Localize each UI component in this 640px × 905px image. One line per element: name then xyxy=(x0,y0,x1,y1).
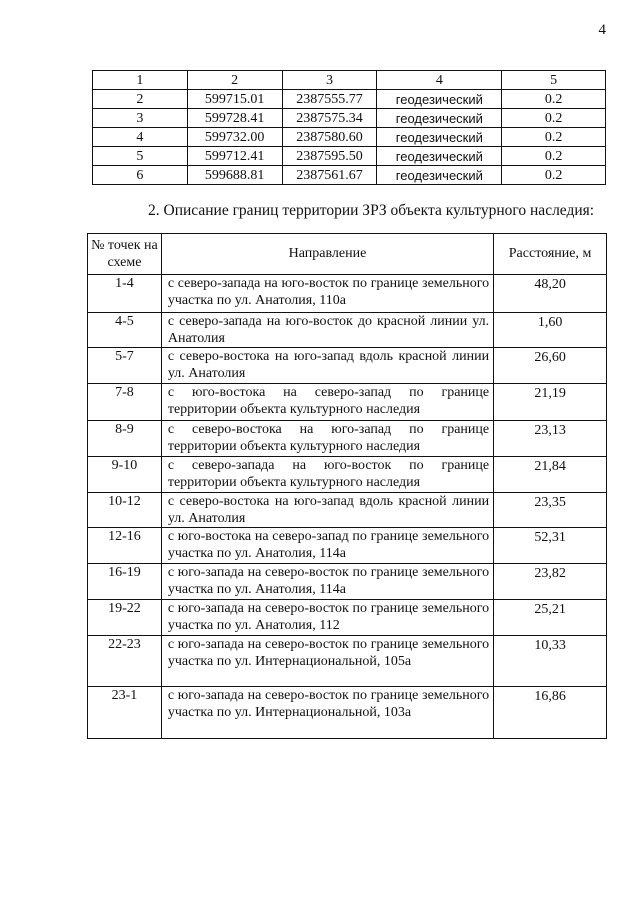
coords-cell: 0.2 xyxy=(502,147,606,166)
boundary-direction: с юго-запада на северо-восток по границе земельного участка по ул. Интернациональной, 103а xyxy=(161,687,493,739)
boundary-distance: 26,60 xyxy=(494,348,607,384)
boundary-points: 4-5 xyxy=(88,313,162,348)
coords-row xyxy=(93,128,606,147)
boundary-distance: 23,35 xyxy=(494,493,607,528)
boundary-row xyxy=(88,348,607,384)
boundary-points: 23-1 xyxy=(88,687,162,739)
boundary-distance: 21,84 xyxy=(494,457,607,493)
boundary-row xyxy=(88,528,607,564)
boundary-distance: 16,86 xyxy=(494,687,607,739)
boundary-distance: 1,60 xyxy=(494,313,607,348)
coords-cell: 3 xyxy=(93,109,188,128)
coords-cell: 2387580.60 xyxy=(282,128,377,147)
boundary-row xyxy=(88,493,607,528)
boundary-direction: с юго-запада на северо-восток по границе земельного участка по ул. Интернациональной, 105а xyxy=(161,636,493,687)
boundary-direction: с северо-запада на юго-восток по границе земельного участка по ул. Анатолия, 110а xyxy=(161,275,493,313)
coords-cell: 1 xyxy=(93,71,188,90)
coords-cell: 2387555.77 xyxy=(282,90,377,109)
section-title: 2. Описание границ территории ЗРЗ объекта культурного наследия: xyxy=(148,202,595,219)
page-number: 4 xyxy=(598,22,606,38)
coords-cell: 4 xyxy=(377,71,502,90)
coords-cell: 599715.01 xyxy=(187,90,282,109)
coords-cell: геодезический xyxy=(377,128,502,147)
boundary-points: 5-7 xyxy=(88,348,162,384)
header-direction: Направление xyxy=(161,234,493,275)
boundary-direction: с северо-запада на юго-восток до красной линии ул. Анатолия xyxy=(161,313,493,348)
header-points: № точек на схеме xyxy=(88,234,162,275)
boundary-header-row xyxy=(88,234,607,275)
boundary-distance: 23,82 xyxy=(494,564,607,600)
coords-cell: 5 xyxy=(502,71,606,90)
boundary-points: 9-10 xyxy=(88,457,162,493)
coords-cell: геодезический xyxy=(377,166,502,185)
coords-cell: 2387575.34 xyxy=(282,109,377,128)
boundary-direction: с северо-востока на юго-запад вдоль красной линии ул. Анатолия xyxy=(161,493,493,528)
boundary-points: 22-23 xyxy=(88,636,162,687)
boundary-direction: с юго-востока на северо-запад по границе земельного участка по ул. Анатолия, 114а xyxy=(161,528,493,564)
boundary-distance: 52,31 xyxy=(494,528,607,564)
boundary-row xyxy=(88,384,607,421)
coords-cell: 599688.81 xyxy=(187,166,282,185)
boundary-distance: 23,13 xyxy=(494,421,607,457)
boundary-table xyxy=(87,233,607,739)
coords-cell: геодезический xyxy=(377,109,502,128)
boundary-row xyxy=(88,275,607,313)
coords-cell: 2387561.67 xyxy=(282,166,377,185)
boundary-points: 7-8 xyxy=(88,384,162,421)
boundary-points: 1-4 xyxy=(88,275,162,313)
coordinates-table xyxy=(92,70,606,185)
boundary-row xyxy=(88,313,607,348)
coords-row xyxy=(93,109,606,128)
coords-cell: геодезический xyxy=(377,147,502,166)
boundary-distance: 25,21 xyxy=(494,600,607,636)
boundary-row xyxy=(88,421,607,457)
boundary-points: 10-12 xyxy=(88,493,162,528)
boundary-direction: с северо-запада на юго-восток по границе территории объекта культурного наследия xyxy=(161,457,493,493)
coords-cell: 0.2 xyxy=(502,128,606,147)
coords-cell: 3 xyxy=(282,71,377,90)
coords-cell: 2387595.50 xyxy=(282,147,377,166)
boundary-row xyxy=(88,687,607,739)
boundary-direction: с северо-востока на юго-запад вдоль красной линии ул. Анатолия xyxy=(161,348,493,384)
boundary-row xyxy=(88,457,607,493)
coords-cell: 599732.00 xyxy=(187,128,282,147)
boundary-direction: с юго-запада на северо-восток по границе земельного участка по ул. Анатолия, 112 xyxy=(161,600,493,636)
coords-cell: 2 xyxy=(93,90,188,109)
boundary-distance: 48,20 xyxy=(494,275,607,313)
boundary-points: 19-22 xyxy=(88,600,162,636)
boundary-distance: 10,33 xyxy=(494,636,607,687)
header-distance: Расстояние, м xyxy=(494,234,607,275)
boundary-row xyxy=(88,600,607,636)
coords-cell: 6 xyxy=(93,166,188,185)
boundary-distance: 21,19 xyxy=(494,384,607,421)
boundary-direction: с юго-запада на северо-восток по границе земельного участка по ул. Анатолия, 114а xyxy=(161,564,493,600)
boundary-row xyxy=(88,564,607,600)
coords-cell: 599712.41 xyxy=(187,147,282,166)
coords-header-row xyxy=(93,71,606,90)
boundary-points: 12-16 xyxy=(88,528,162,564)
coords-cell: 0.2 xyxy=(502,90,606,109)
coords-cell: 4 xyxy=(93,128,188,147)
coords-cell: 5 xyxy=(93,147,188,166)
boundary-direction: с юго-востока на северо-запад по границе территории объекта культурного наследия xyxy=(161,384,493,421)
coords-cell: 2 xyxy=(187,71,282,90)
boundary-points: 8-9 xyxy=(88,421,162,457)
coords-row xyxy=(93,166,606,185)
coords-cell: 0.2 xyxy=(502,166,606,185)
coords-row xyxy=(93,90,606,109)
coords-row xyxy=(93,147,606,166)
coords-cell: 0.2 xyxy=(502,109,606,128)
coords-cell: геодезический xyxy=(377,90,502,109)
boundary-direction: с северо-востока на юго-запад по границе территории объекта культурного наследия xyxy=(161,421,493,457)
boundary-row xyxy=(88,636,607,687)
boundary-points: 16-19 xyxy=(88,564,162,600)
coords-cell: 599728.41 xyxy=(187,109,282,128)
